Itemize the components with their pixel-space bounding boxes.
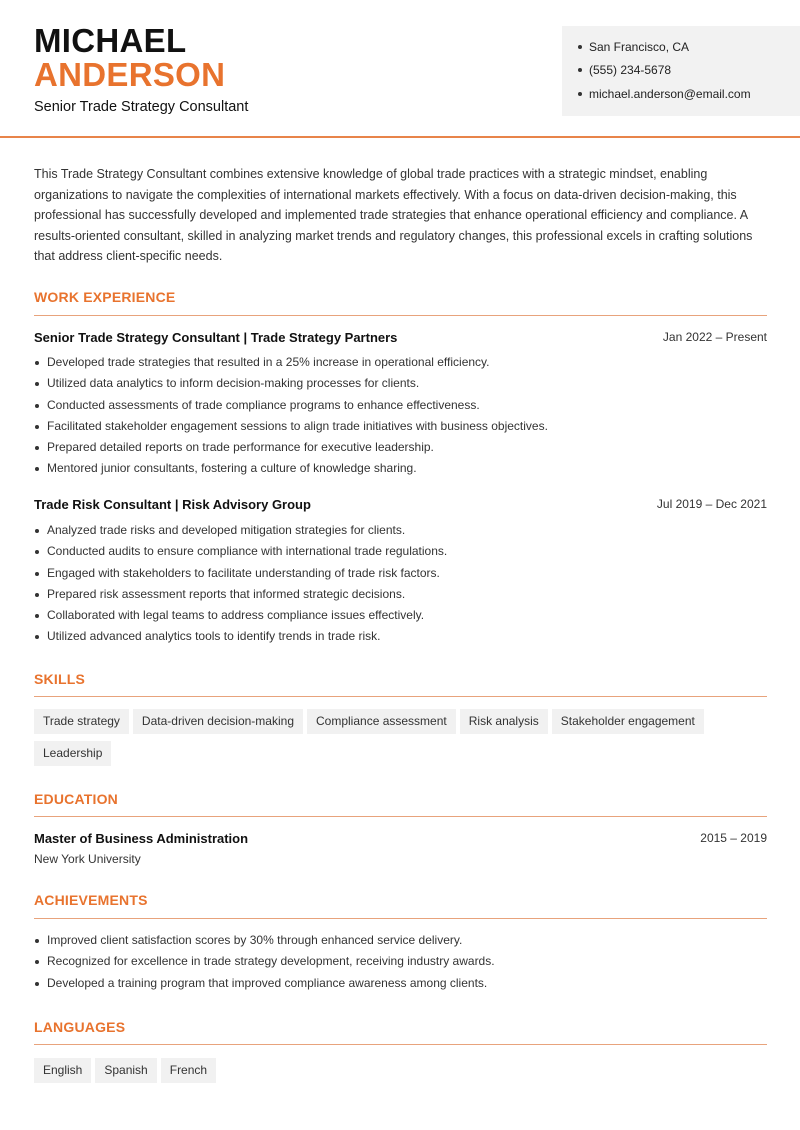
list-item: Recognized for excellence in trade strategy development, receiving industry awards. xyxy=(34,951,767,972)
languages-list xyxy=(34,1058,767,1090)
list-item: Developed trade strategies that resulted in a 25% increase in operational efficiency. xyxy=(34,352,767,373)
bullet-dot xyxy=(578,68,582,72)
skill-chip: Leadership xyxy=(34,741,111,766)
section-divider xyxy=(34,696,767,697)
list-item: Conducted audits to ensure compliance with international trade regulations. xyxy=(34,541,767,562)
bullet-dot xyxy=(578,92,582,96)
contact-location xyxy=(578,40,689,54)
section-title-achievements: ACHIEVEMENTS xyxy=(34,892,148,908)
section-title-skills: SKILLS xyxy=(34,671,85,687)
list-item: Facilitated stakeholder engagement sessions to align trade initiatives with business objectives. xyxy=(34,416,767,437)
language-chip: Spanish xyxy=(95,1058,156,1083)
list-item: Developed a training program that improved compliance awareness among clients. xyxy=(34,973,767,994)
contact-email xyxy=(578,87,751,101)
education-degree: Master of Business Administration xyxy=(34,831,249,846)
achievements-list xyxy=(34,930,767,994)
list-item: Improved client satisfaction scores by 30% through enhanced service delivery. xyxy=(34,930,767,951)
list-item: Analyzed trade risks and developed mitigation strategies for clients. xyxy=(34,520,767,541)
section-divider xyxy=(34,1044,767,1045)
summary-paragraph: This Trade Strategy Consultant combines extensive knowledge of global trade practices with a strategic mindset, enabling organizations to navigate the complexities of international markets effectively. With a focus on data-driven decision-making, this professional has successfully developed and implemented trade strategies that enhance operational efficiency and compliance. A results-oriented consultant, skilled in analyzing market trends and regulatory changes, this professional excels in crafting solutions that address client-specific needs. xyxy=(34,167,753,263)
contact-phone xyxy=(578,63,671,77)
list-item: Prepared risk assessment reports that informed strategic decisions. xyxy=(34,584,767,605)
last-name: ANDERSON xyxy=(34,56,226,93)
job-role: Senior Trade Strategy Consultant | Trade Strategy Partners xyxy=(34,330,398,345)
contact-box xyxy=(562,26,800,116)
list-item: Conducted assessments of trade compliance programs to enhance effectiveness. xyxy=(34,395,767,416)
job-header xyxy=(34,497,767,512)
list-item: Collaborated with legal teams to address compliance issues effectively. xyxy=(34,605,767,626)
list-item: Mentored junior consultants, fostering a culture of knowledge sharing. xyxy=(34,458,767,479)
section-title-languages: LANGUAGES xyxy=(34,1019,126,1035)
resume-header xyxy=(0,0,800,138)
job-dates: Jul 2019 – Dec 2021 xyxy=(656,497,767,511)
contact-location-text: San Francisco, CA xyxy=(589,40,690,54)
language-chip: English xyxy=(34,1058,91,1083)
list-item: Prepared detailed reports on trade performance for executive leadership. xyxy=(34,437,767,458)
skill-chip: Risk analysis xyxy=(460,709,548,734)
contact-phone-text: (555) 234-5678 xyxy=(589,63,672,77)
job-role: Trade Risk Consultant | Risk Advisory Group xyxy=(34,497,311,512)
job-title: Senior Trade Strategy Consultant xyxy=(34,99,249,115)
list-item: Utilized advanced analytics tools to identify trends in trade risk. xyxy=(34,626,767,647)
job-bullets xyxy=(34,520,767,648)
job-bullets xyxy=(34,352,767,480)
skill-chip: Data-driven decision-making xyxy=(133,709,303,734)
skill-chip: Compliance assessment xyxy=(307,709,456,734)
skill-chip: Trade strategy xyxy=(34,709,129,734)
bullet-dot xyxy=(578,45,582,49)
skills-list xyxy=(34,709,767,773)
education-dates: 2015 – 2019 xyxy=(700,831,767,845)
contact-email-text: michael.anderson@email.com xyxy=(589,87,751,101)
job-header xyxy=(34,330,767,345)
section-title-education: EDUCATION xyxy=(34,791,118,807)
section-divider xyxy=(34,315,767,316)
first-name: MICHAEL xyxy=(34,22,187,59)
section-title-work: WORK EXPERIENCE xyxy=(34,289,176,305)
list-item: Utilized data analytics to inform decision-making processes for clients. xyxy=(34,373,767,394)
section-divider xyxy=(34,816,767,817)
job-dates: Jan 2022 – Present xyxy=(662,330,767,344)
skill-chip: Stakeholder engagement xyxy=(552,709,704,734)
list-item: Engaged with stakeholders to facilitate understanding of trade risk factors. xyxy=(34,563,767,584)
section-divider xyxy=(34,918,767,919)
education-school: New York University xyxy=(34,852,141,866)
language-chip: French xyxy=(161,1058,216,1083)
